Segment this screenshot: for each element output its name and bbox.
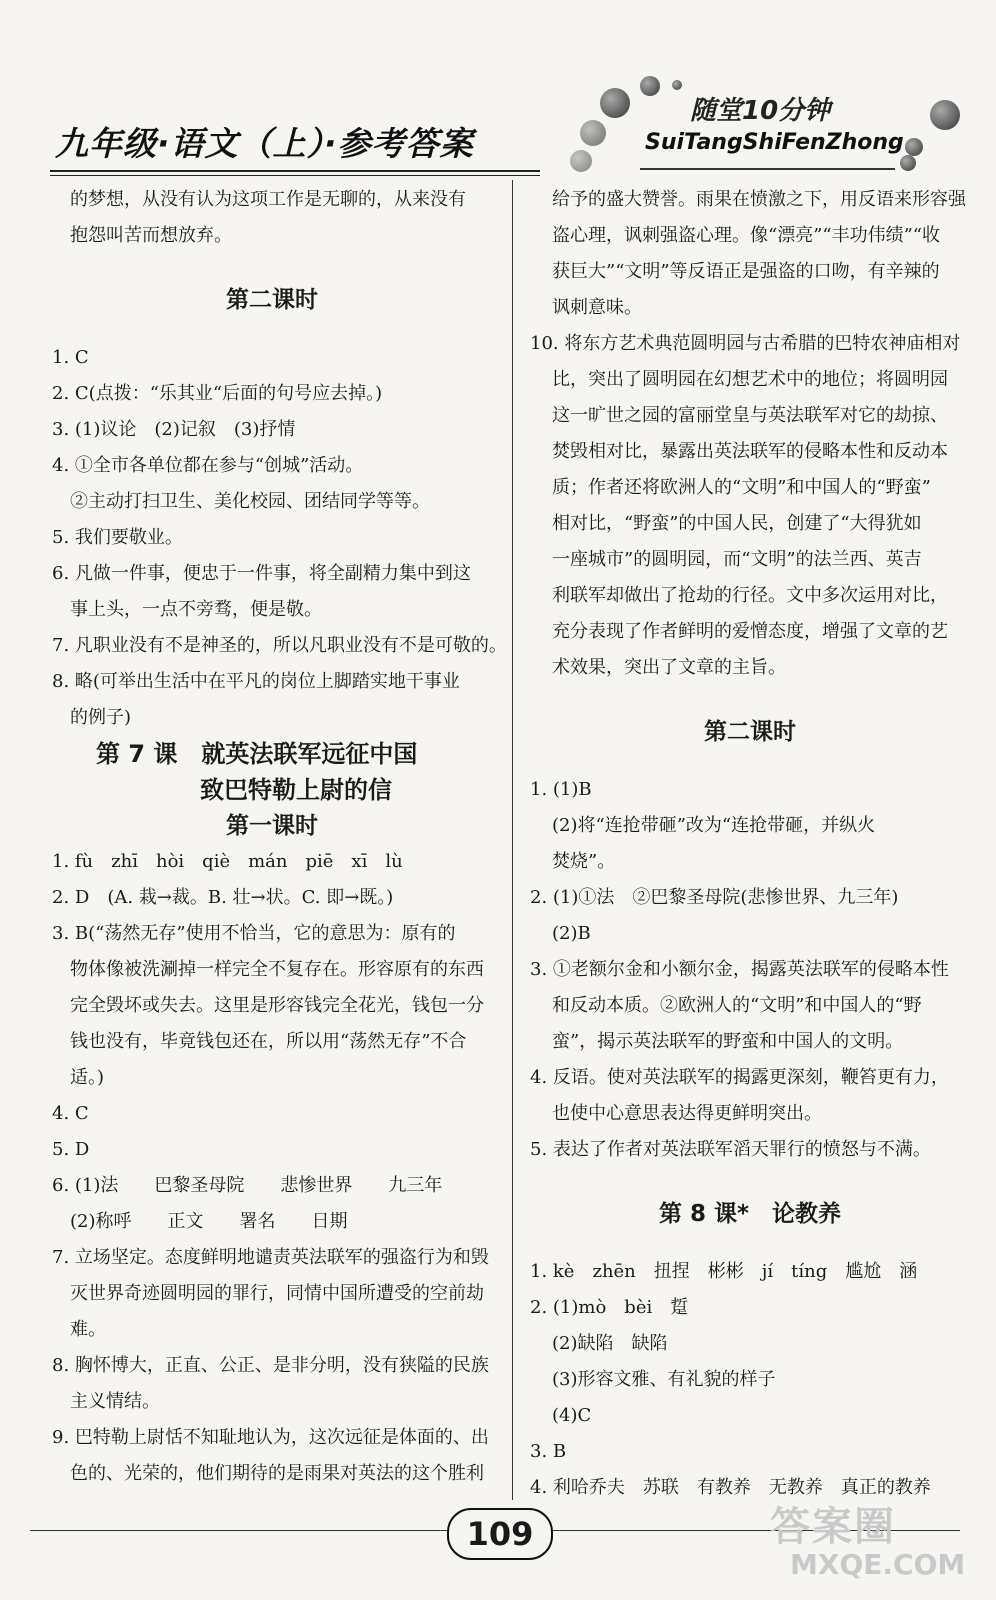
answer-item: 事上头，一点不旁骛，便是敬。 <box>70 599 322 620</box>
answer-item: 钱也没有，毕竟钱包还在，所以用“荡然无存”不合 <box>70 1031 467 1052</box>
answer-item: 1. kè zhēn 扭捏 彬彬 jí tíng 尴尬 涵 <box>530 1261 918 1282</box>
answer-item: 3. B <box>530 1441 567 1462</box>
text-line: 获巨大”“文明”等反语正是强盗的口吻，有辛辣的 <box>552 261 940 282</box>
answer-item: 一座城市”的圆明园，而“文明”的法兰西、英吉 <box>552 549 922 570</box>
answer-item: (4)C <box>552 1405 592 1426</box>
answer-item: 物体像被洗涮掉一样完全不复存在。形容原有的东西 <box>70 959 484 980</box>
text-line: 抱怨叫苦而想放弃。 <box>70 225 232 246</box>
section-heading: 第二课时 <box>226 287 318 313</box>
lesson-title: 第 8 课* 论教养 <box>658 1201 842 1227</box>
text-line: 的梦想，从没有认为这项工作是无聊的，从来没有 <box>70 189 466 210</box>
answer-item: 蛮”，揭示英法联军的野蛮和中国人的文明。 <box>552 1031 904 1052</box>
answer-item: 也使中心意思表达得更鲜明突出。 <box>552 1103 822 1124</box>
page-number: 109 <box>447 1508 553 1560</box>
right-column <box>530 182 970 1506</box>
answer-item: 4. ①全市各单位都在参与“创城”活动。 <box>52 455 364 476</box>
lesson-title: 致巴特勒上尉的信 <box>200 776 392 804</box>
brand-underline <box>640 168 895 170</box>
watermark: 答案圈 <box>770 1504 896 1550</box>
answer-item: 1. (1)B <box>530 779 592 800</box>
answer-item: (2)B <box>552 923 591 944</box>
answer-item: 2. (1)mò bèi 踅 <box>530 1297 689 1318</box>
answer-item: 9. 巴特勒上尉恬不知耻地认为，这次远征是体面的、出 <box>52 1427 489 1448</box>
answer-item: 3. B(“荡然无存”使用不恰当，它的意思为：原有的 <box>52 923 456 944</box>
lesson-title: 第 7 课 就英法联军远征中国 <box>96 740 418 768</box>
answer-item: 完全毁坏或失去。这里是形容钱完全花光，钱包一分 <box>70 995 484 1016</box>
header-rule-thin <box>50 175 540 176</box>
answer-item: 2. (1)①法 ②巴黎圣母院(悲惨世界、九三年) <box>530 887 899 908</box>
watermark-url: MXQE.COM <box>790 1548 966 1581</box>
answer-item: 和反动本质。②欧洲人的“文明”和中国人的“野 <box>552 995 922 1016</box>
left-column <box>52 182 507 1492</box>
answer-item: 主义情结。 <box>70 1391 160 1412</box>
column-divider <box>512 180 513 1500</box>
answer-item: 适。) <box>70 1067 105 1088</box>
answer-item: 3. (1)议论 (2)记叙 (3)抒情 <box>52 419 296 440</box>
answer-item: (2)缺陷 缺陷 <box>552 1333 668 1354</box>
answer-item: (3)形容文雅、有礼貌的样子 <box>552 1369 776 1390</box>
answer-item: 焚毁相对比，暴露出英法联军的侵略本性和反动本 <box>552 441 948 462</box>
answer-item: 的例子) <box>70 707 132 728</box>
text-line: 盗心理，讽刺强盗心理。像“漂亮”“丰功伟绩”“收 <box>552 225 941 246</box>
answer-item: 1. C <box>52 347 89 368</box>
answer-item: 质；作者还将欧洲人的“文明”和中国人的“野蛮” <box>552 477 931 498</box>
answer-item: 4. 利哈乔夫 苏联 有教养 无教养 真正的教养 <box>530 1477 931 1498</box>
answer-item: 10. 将东方艺术典范圆明园与古希腊的巴特农神庙相对 <box>530 333 961 354</box>
answer-item: 4. C <box>52 1103 89 1124</box>
brand-name: 随堂10分钟 <box>690 96 831 126</box>
answer-item: 色的、光荣的，他们期待的是雨果对英法的这个胜利 <box>70 1463 484 1484</box>
header-title: 九年级·语文（上）·参考答案 <box>55 124 474 163</box>
answer-item: 充分表现了作者鲜明的爱憎态度，增强了文章的艺 <box>552 621 948 642</box>
answer-item: 2. D (A. 栽→裁。B. 壮→状。C. 即→既。) <box>52 887 394 908</box>
answer-item: 焚烧”。 <box>552 851 616 872</box>
answer-item: 利联军却做出了抢劫的行径。文中多次运用对比， <box>552 585 948 606</box>
answer-item: 这一旷世之园的富丽堂皇与英法联军对它的劫掠、 <box>552 405 948 426</box>
header-rule <box>50 170 540 172</box>
answer-item: 7. 凡职业没有不是神圣的，所以凡职业没有不是可敬的。 <box>52 635 507 656</box>
answer-item: 5. 表达了作者对英法联军滔天罪行的愤怒与不满。 <box>530 1139 931 1160</box>
answer-item: (2)将“连抢带砸”改为“连抢带砸，并纵火 <box>552 815 876 836</box>
section-heading: 第二课时 <box>704 719 796 745</box>
answer-item: 1. fù zhī hòi qiè mán piē xī lù <box>52 851 403 872</box>
answer-item: 难。 <box>70 1319 106 1340</box>
brand-name-pinyin: SuiTangShiFenZhong <box>645 130 904 155</box>
answer-item: 5. D <box>52 1139 90 1160</box>
answer-item: ②主动打扫卫生、美化校园、团结同学等等。 <box>70 491 430 512</box>
answer-item: 4. 反语。使对英法联军的揭露更深刻，鞭笞更有力， <box>530 1067 949 1088</box>
answer-item: 8. 略(可举出生活中在平凡的岗位上脚踏实地干事业 <box>52 671 460 692</box>
text-line: 讽刺意味。 <box>552 297 642 318</box>
answer-item: 比，突出了圆明园在幻想艺术中的地位；将圆明园 <box>552 369 948 390</box>
answer-item: 术效果，突出了文章的主旨。 <box>552 657 786 678</box>
answer-item: 相对比，“野蛮”的中国人民，创建了“大得犹如 <box>552 513 922 534</box>
answer-item: 6. (1)法 巴黎圣母院 悲惨世界 九三年 <box>52 1175 443 1196</box>
answer-item: 3. ①老额尔金和小额尔金，揭露英法联军的侵略本性 <box>530 959 949 980</box>
answer-item: 5. 我们要敬业。 <box>52 527 183 548</box>
answer-item: (2)称呼 正文 署名 日期 <box>70 1211 348 1232</box>
answer-item: 2. C(点拨：“乐其业“后面的句号应去掉。) <box>52 383 383 404</box>
answer-item: 6. 凡做一件事，便忠于一件事，将全副精力集中到这 <box>52 563 471 584</box>
section-heading: 第一课时 <box>226 813 318 839</box>
answer-item: 8. 胸怀博大，正直、公正、是非分明，没有狭隘的民族 <box>52 1355 489 1376</box>
text-line: 给予的盛大赞誉。雨果在愤激之下，用反语来形容强 <box>552 189 966 210</box>
answer-item: 灭世界奇迹圆明园的罪行，同情中国所遭受的空前劫 <box>70 1283 484 1304</box>
answer-item: 7. 立场坚定。态度鲜明地谴责英法联军的强盗行为和毁 <box>52 1247 489 1268</box>
